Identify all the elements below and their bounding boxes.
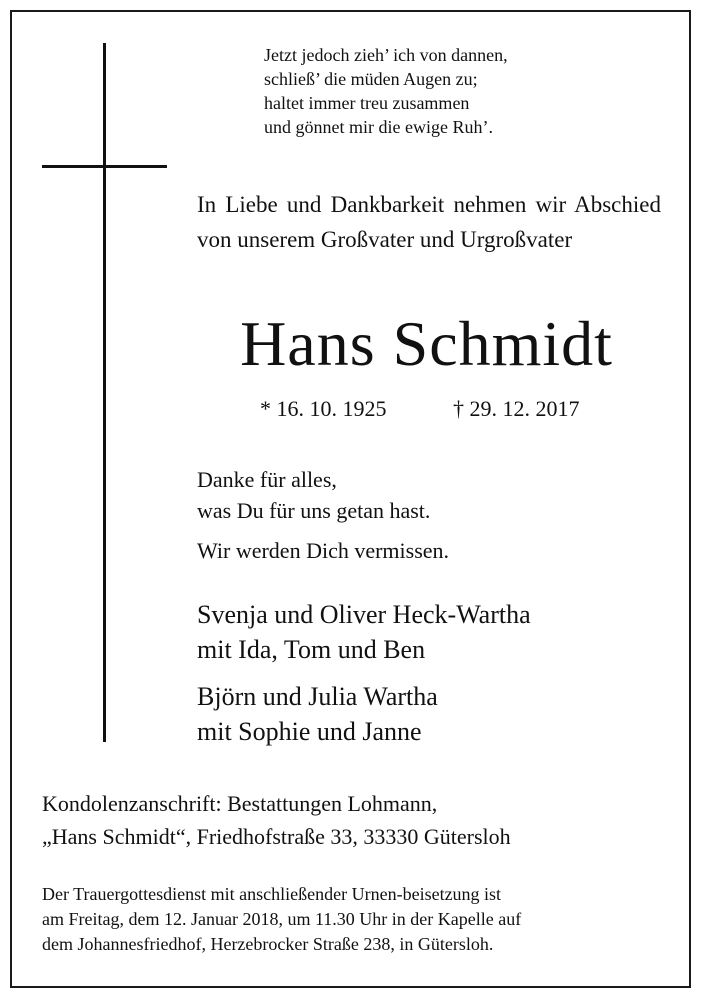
poem-line: Jetzt jedoch zieh’ ich von dannen,	[264, 45, 508, 65]
condolence-line: „Hans Schmidt“, Friedhofstraße 33, 33330 Gütersloh	[42, 824, 511, 849]
birth-date: * 16. 10. 1925	[260, 396, 387, 421]
family-children: mit Ida, Tom und Ben	[197, 635, 426, 664]
poem-line: haltet immer treu zusammen	[264, 93, 470, 113]
service-line: Der Trauergottesdienst mit anschließender Urnen-beisetzung ist	[42, 884, 502, 904]
service-line: dem Johannesfriedhof, Herzebrocker Straße 238, in Gütersloh.	[42, 934, 494, 954]
family-names: Svenja und Oliver Heck-Wartha	[197, 600, 531, 629]
family-group-wartha	[197, 679, 438, 749]
thanks-text	[197, 464, 430, 526]
poem-line: schließ’ die müden Augen zu;	[264, 69, 478, 89]
poem-line: und gönnet mir die ewige Ruh’.	[264, 117, 493, 137]
condolence-line: Kondolenzanschrift: Bestattungen Lohmann,	[42, 791, 438, 816]
cross-icon-vertical-bar	[103, 43, 106, 742]
family-group-heck-wartha	[197, 597, 531, 667]
thanks-line: Danke für alles,	[197, 467, 337, 492]
family-children: mit Sophie und Janne	[197, 717, 422, 746]
cross-icon-horizontal-bar	[42, 165, 167, 168]
poem-verse	[264, 43, 508, 139]
family-names: Björn und Julia Wartha	[197, 682, 438, 711]
service-line: am Freitag, dem 12. Januar 2018, um 11.30 Uhr in der Kapelle auf	[42, 909, 522, 929]
intro-text: In Liebe und Dankbarkeit nehmen wir Abschied von unserem Großvater und Urgroßvater	[197, 192, 661, 252]
thanks-line: was Du für uns getan hast.	[197, 498, 431, 523]
funeral-service-info	[42, 882, 661, 957]
condolence-address	[42, 787, 511, 853]
missed-text: Wir werden Dich vermissen.	[197, 538, 450, 563]
death-date: † 29. 12. 2017	[453, 396, 580, 421]
deceased-name: Hans Schmidt	[240, 308, 613, 379]
